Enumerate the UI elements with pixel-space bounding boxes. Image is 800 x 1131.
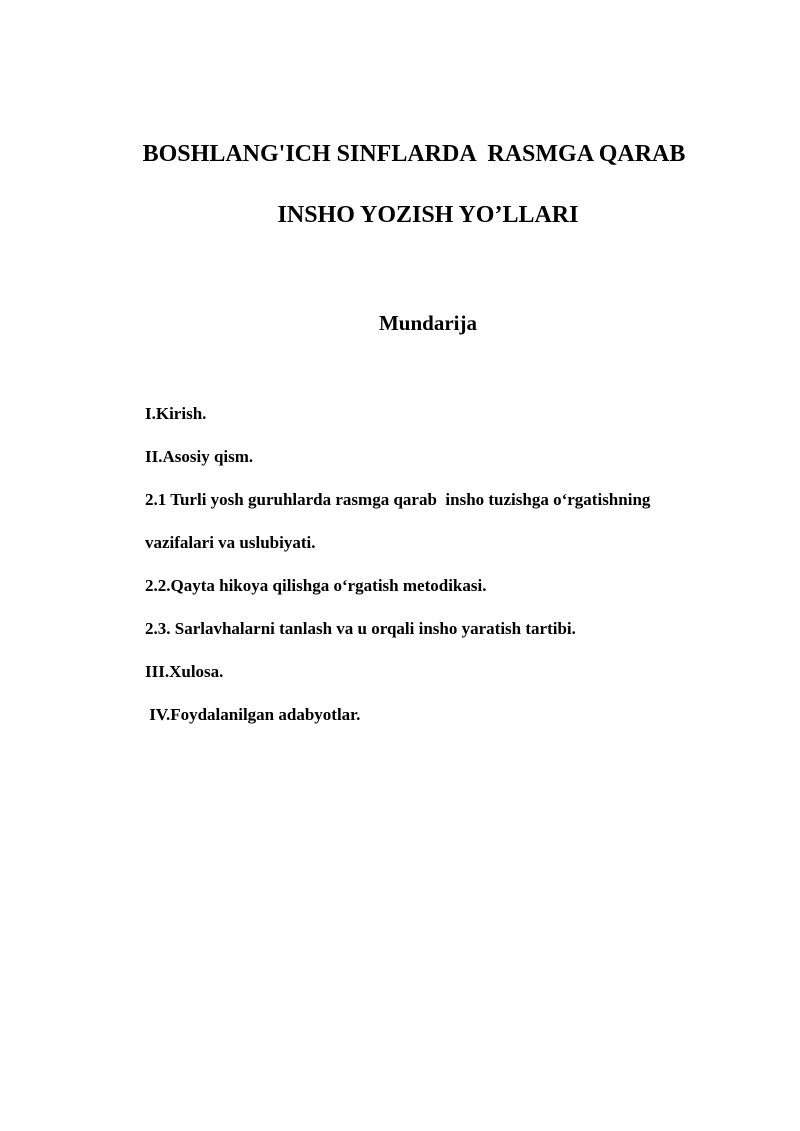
toc-item-main-part: II.Asosiy qism. — [145, 447, 254, 466]
toc-item-2-2: 2.2.Qayta hikoya qilishga o‘rgatish metodikasi. — [145, 576, 487, 595]
toc-item-conclusion: III.Xulosa. — [145, 662, 224, 681]
toc-item-2-1: 2.1 Turli yosh guruhlarda rasmga qarab insho tuzishga o‘rgatishning — [145, 490, 651, 509]
table-of-contents-heading: Mundarija — [378, 311, 477, 335]
document-title-line-2: INSHO YOZISH YO’LLARI — [277, 202, 579, 228]
document-title-line-1: BOSHLANG'ICH SINFLARDA RASMGA QARAB — [142, 141, 686, 167]
table-of-contents-list — [145, 403, 765, 747]
toc-item-2-1-continued: vazifalari va uslubiyati. — [145, 533, 316, 552]
toc-item-introduction: I.Kirish. — [145, 404, 207, 423]
toc-item-references: IV.Foydalanilgan adabyotlar. — [145, 705, 361, 724]
toc-item-2-3: 2.3. Sarlavhalarni tanlash va u orqali insho yaratish tartibi. — [145, 619, 576, 638]
